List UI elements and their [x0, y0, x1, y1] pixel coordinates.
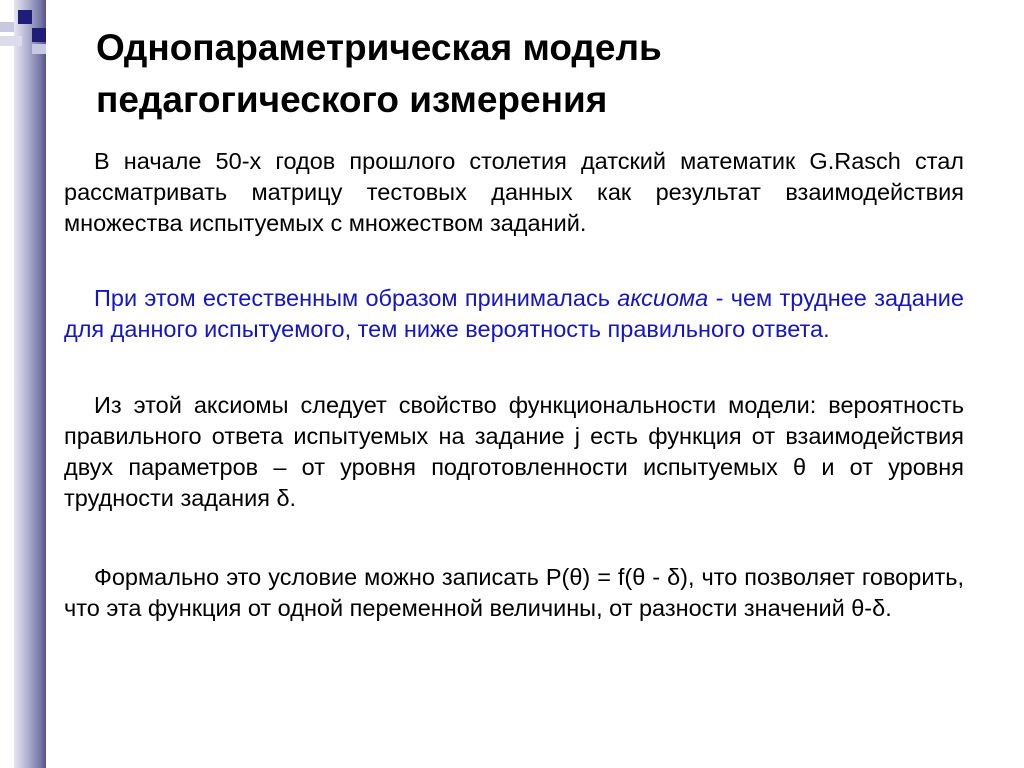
paragraph-formula: Формально это условие можно записать P(θ) = f(θ - δ), что позволяет говорить, что эта функция от одной переменной величины, от разности значений θ-δ.: [64, 564, 964, 621]
paragraph-functionality: Из этой аксиомы следует свойство функциональности модели: вероятность правильного ответа испытуемых на задание j есть функция от взаимодействия двух параметров – от уровня подготовленности испытуемых θ и от уровня трудности задания δ.: [64, 392, 964, 511]
corner-square-light: [32, 44, 46, 54]
corner-square-light: [0, 22, 14, 32]
left-decorative-bar: [0, 0, 46, 768]
paragraph-rasch-intro: В начале 50-х годов прошлого столетия датский математик G.Rasch стал рассматривать матрицу тестовых данных как результат взаимодействия множества испытуемых с множеством заданий.: [64, 148, 964, 236]
corner-square-dark: [18, 10, 32, 24]
corner-square-dark: [32, 28, 46, 42]
slide-body: [64, 146, 964, 672]
slide-title-line-1: Однопараметрическая модель: [96, 27, 662, 68]
slide-title-line-2: педагогического измерения: [96, 79, 608, 120]
slide-title: [96, 22, 976, 126]
paragraph-axiom: [64, 283, 964, 345]
corner-square-light: [0, 36, 22, 46]
paragraph-axiom-emphasis: аксиома: [617, 285, 709, 311]
paragraph-axiom-text-after: - чем труднее задание для данного испытуемого, тем ниже вероятность правильного ответа.: [64, 285, 964, 342]
paragraph-axiom-text-before: При этом естественным образом принималась: [94, 285, 618, 311]
left-gradient-stripe: [14, 0, 46, 768]
